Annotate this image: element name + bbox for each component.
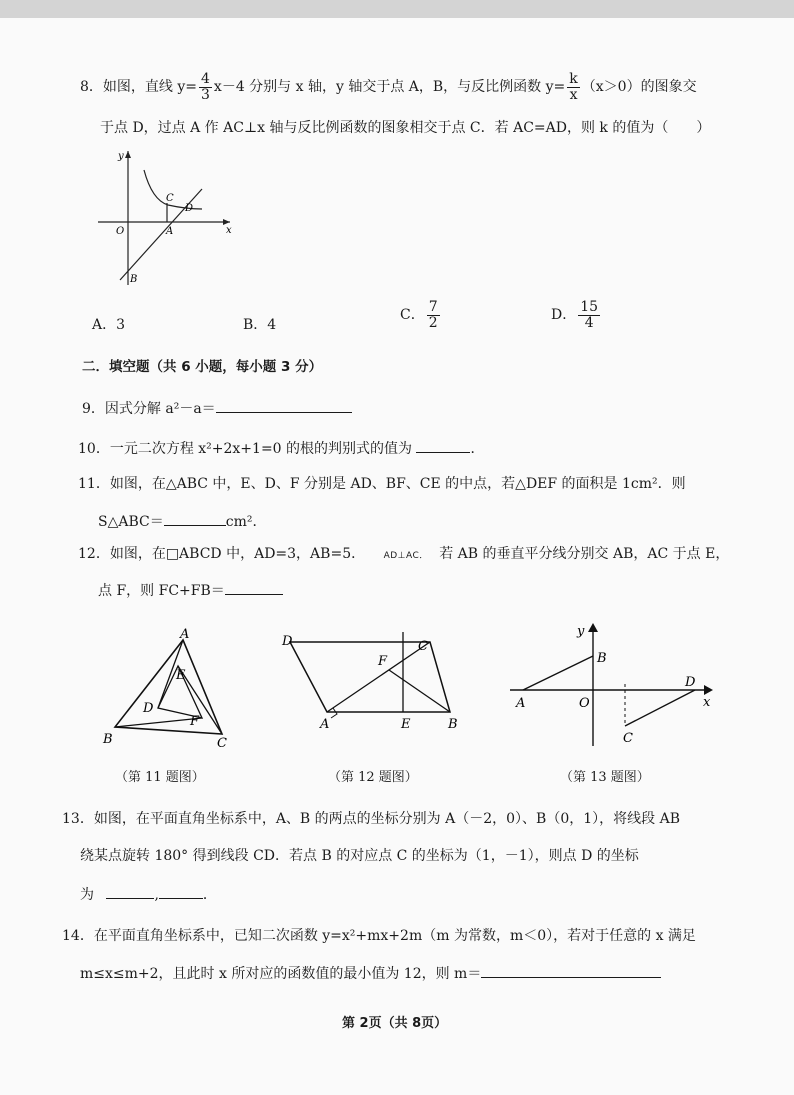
fig13-caption: （第 13 题图） [560, 770, 650, 785]
fig13-y-arrow [588, 623, 598, 632]
q13-line3: 为 , ． [80, 884, 217, 904]
q9: 9．因式分解 a²－a＝ [82, 398, 352, 418]
q10: 10．一元二次方程 x²+2x+1=0 的根的判别式的值为 ． [78, 438, 484, 458]
svg-text:D: D [282, 634, 293, 649]
svg-text:C: C [418, 639, 428, 654]
fig11-bf [115, 718, 202, 727]
q8-text-mid: x－4 分别与 x 轴，y 轴交于点 A，B，与反比例函数 y= [213, 79, 566, 96]
q8-line1 [80, 72, 697, 102]
svg-text:C: C [217, 736, 227, 751]
svg-text:D: D [685, 675, 696, 690]
q12-answer-blank[interactable] [225, 580, 283, 595]
q14-line2: m≤x≤m+2，且此时 x 所对应的函数值的最小值为 12，则 m＝ [80, 963, 661, 983]
svg-text:A: A [320, 717, 330, 730]
q11-line2: S△ABC＝ cm²． [98, 511, 266, 531]
fig12-right-angle-mark [331, 708, 337, 718]
svg-text:C: C [623, 731, 633, 746]
fig13-segment-cd [625, 690, 695, 726]
q8-label-c: C [166, 193, 174, 204]
q8-option-c: C． $\frac{7}{2}$ [400, 299, 438, 331]
fig12-fb [389, 670, 450, 712]
q14-answer-blank[interactable] [481, 963, 661, 978]
q13-answer-blank-y[interactable] [159, 884, 203, 899]
fig11-caption: （第 11 题图） [115, 770, 205, 785]
q12-line2: 点 F，则 FC+FB＝ [98, 580, 283, 600]
q11-line1: 11．如图，在△ABC 中，E、D、F 分别是 AD、BF、CE 的中点，若△DEF 的面积是 1cm²．则 [78, 476, 686, 492]
fig11 [100, 628, 240, 753]
q8-option-a: A．3 [92, 317, 126, 333]
svg-text:x: x [703, 695, 711, 710]
q9-answer-blank[interactable] [216, 398, 352, 413]
q8-y-arrow [125, 151, 131, 158]
svg-text:A: A [516, 696, 526, 711]
svg-text:B: B [103, 732, 113, 747]
svg-text:A: A [180, 628, 190, 642]
svg-text:B: B [597, 651, 607, 666]
section-title: 二．填空题（共 6 小题，每小题 3 分） [82, 359, 323, 375]
q8-slope-fraction: $\frac{4}{3}$ [201, 71, 210, 103]
scan-top-bar [0, 0, 794, 18]
svg-text:E: E [176, 668, 186, 683]
q8-label-y: y [118, 151, 124, 162]
q8-k-fraction: $\frac{k}{x}$ [569, 71, 578, 103]
svg-text:F: F [190, 714, 200, 729]
svg-text:O: O [579, 696, 590, 711]
svg-text:E: E [401, 717, 411, 730]
fig12 [280, 630, 470, 730]
fig12-ac [327, 642, 430, 712]
page-footer: 第 2页（共 8页） [342, 1016, 448, 1031]
q12-handwritten-insert: AD⊥AC． [383, 551, 429, 561]
q8-label-o: O [116, 226, 125, 237]
q11-answer-blank[interactable] [164, 511, 226, 526]
q13-line2: 绕某点旋转 180° 得到线段 CD．若点 B 的对应点 C 的坐标为（1，－1），则点 D 的坐标 [80, 848, 639, 864]
q8-option-d: D． $\frac{15}{4}$ [551, 299, 599, 331]
svg-text:D: D [143, 701, 154, 716]
q8-text-post: （x＞0）的图象交 [581, 79, 697, 96]
q13-answer-blank-x[interactable] [106, 884, 154, 899]
fig12-caption: （第 12 题图） [328, 770, 418, 785]
q12-line1: 12．如图，在□ABCD 中，AD=3，AB=5． AD⊥AC． 若 AB 的垂直平分线分别交 AB，AC 于点 E， [78, 546, 730, 562]
q8-option-b: B．4 [243, 317, 277, 333]
fig13 [505, 618, 720, 758]
fig13-segment-ab [523, 656, 593, 690]
q8-label-x: x [226, 225, 232, 236]
svg-text:y: y [577, 624, 585, 639]
q14-line1: 14．在平面直角坐标系中，已知二次函数 y=x²+mx+2m（m 为常数，m＜0），若对于任意的 x 满足 [62, 928, 696, 944]
q10-answer-blank[interactable] [416, 438, 470, 453]
svg-text:F: F [378, 654, 388, 669]
q8-figure [90, 145, 240, 295]
q8-text-pre: 8．如图，直线 y= [80, 79, 197, 96]
fig13-x-arrow [704, 685, 713, 695]
q8-label-d: D [185, 203, 194, 214]
q8-label-b: B [130, 274, 138, 285]
svg-text:B: B [448, 717, 458, 730]
q13-line1: 13．如图，在平面直角坐标系中，A、B 的两点的坐标分别为 A（－2，0）、B（0，1），将线段 AB [62, 811, 680, 827]
q8-line2: 于点 D，过点 A 作 AC⊥x 轴与反比例函数的图象相交于点 C．若 AC=AD，则 k 的值为（ ） [100, 120, 711, 136]
q8-label-a: A [166, 226, 174, 237]
